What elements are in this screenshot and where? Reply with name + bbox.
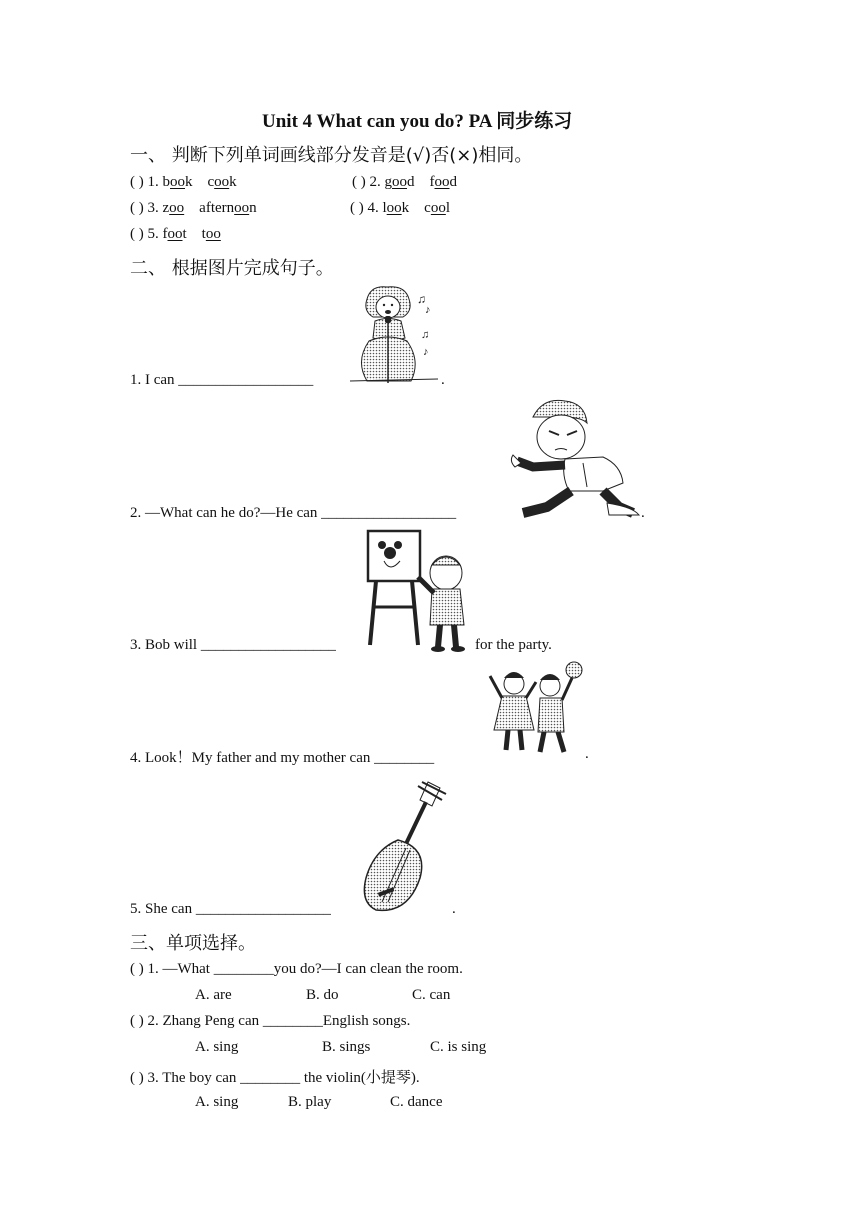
picture-sentence-4-end: . — [585, 746, 589, 762]
choice-2-option-a: A. sing — [195, 1039, 239, 1055]
choice-2-option-c: C. is sing — [430, 1039, 487, 1055]
singing-girl-picture — [345, 283, 440, 388]
picture-sentence-2: 2. —What can he do?—He can __________________ — [130, 505, 457, 521]
choice-1-option-c: C. can — [412, 987, 451, 1003]
svg-text:♪: ♪ — [423, 346, 429, 358]
pron-item-5: ( ) 5. foot too — [130, 226, 221, 242]
pron-item-4: ( ) 4. look cool — [350, 200, 451, 216]
section-2-heading: 二、 根据图片完成句子。 — [130, 258, 334, 279]
pron-item-2: ( ) 2. good food — [352, 174, 457, 190]
choice-question-3: ( ) 3. The boy can ________ the violin(小提琴). — [130, 1070, 420, 1086]
picture-sentence-3: 3. Bob will __________________ — [130, 637, 336, 653]
svg-text:♪: ♪ — [425, 304, 431, 316]
picture-sentence-3-end: for the party. — [475, 637, 552, 653]
picture-sentence-1-end: . — [441, 372, 445, 388]
picture-sentence-1: 1. I can __________________ — [130, 372, 314, 388]
choice-3-option-a: A. sing — [195, 1094, 239, 1110]
choice-3-option-c: C. dance — [390, 1094, 443, 1110]
picture-sentence-4: 4. Look！My father and my mother can ________ — [130, 750, 435, 766]
choice-2-option-b: B. sings — [322, 1039, 371, 1055]
svg-text:♫: ♫ — [417, 292, 426, 306]
drawing-boy-picture — [360, 527, 475, 655]
choice-question-1: ( ) 1. —What ________you do?—I can clean the room. — [130, 961, 463, 977]
section-1-heading: 一、 判断下列单词画线部分发音是(√)否(×)相同。 — [130, 145, 533, 166]
pron-item-1: ( ) 1. book cook — [130, 174, 237, 190]
pipa-picture — [358, 778, 458, 918]
picture-sentence-5-end: . — [452, 901, 456, 917]
picture-sentence-2-end: . — [641, 505, 645, 521]
dancing-parents-picture — [484, 660, 584, 756]
choice-question-2: ( ) 2. Zhang Peng can ________English songs. — [130, 1013, 411, 1029]
picture-sentence-5: 5. She can __________________ — [130, 901, 331, 917]
section-3-heading: 三、单项选择。 — [130, 933, 256, 954]
kung-fu-boy-picture — [503, 395, 643, 520]
pron-item-3: ( ) 3. zoo afternoon — [130, 200, 257, 216]
choice-3-option-b: B. play — [288, 1094, 332, 1110]
choice-1-option-b: B. do — [306, 987, 339, 1003]
page-title: Unit 4 What can you do? PA 同步练习 — [262, 111, 573, 132]
svg-text:♫: ♫ — [421, 329, 430, 341]
choice-1-option-a: A. are — [195, 987, 232, 1003]
